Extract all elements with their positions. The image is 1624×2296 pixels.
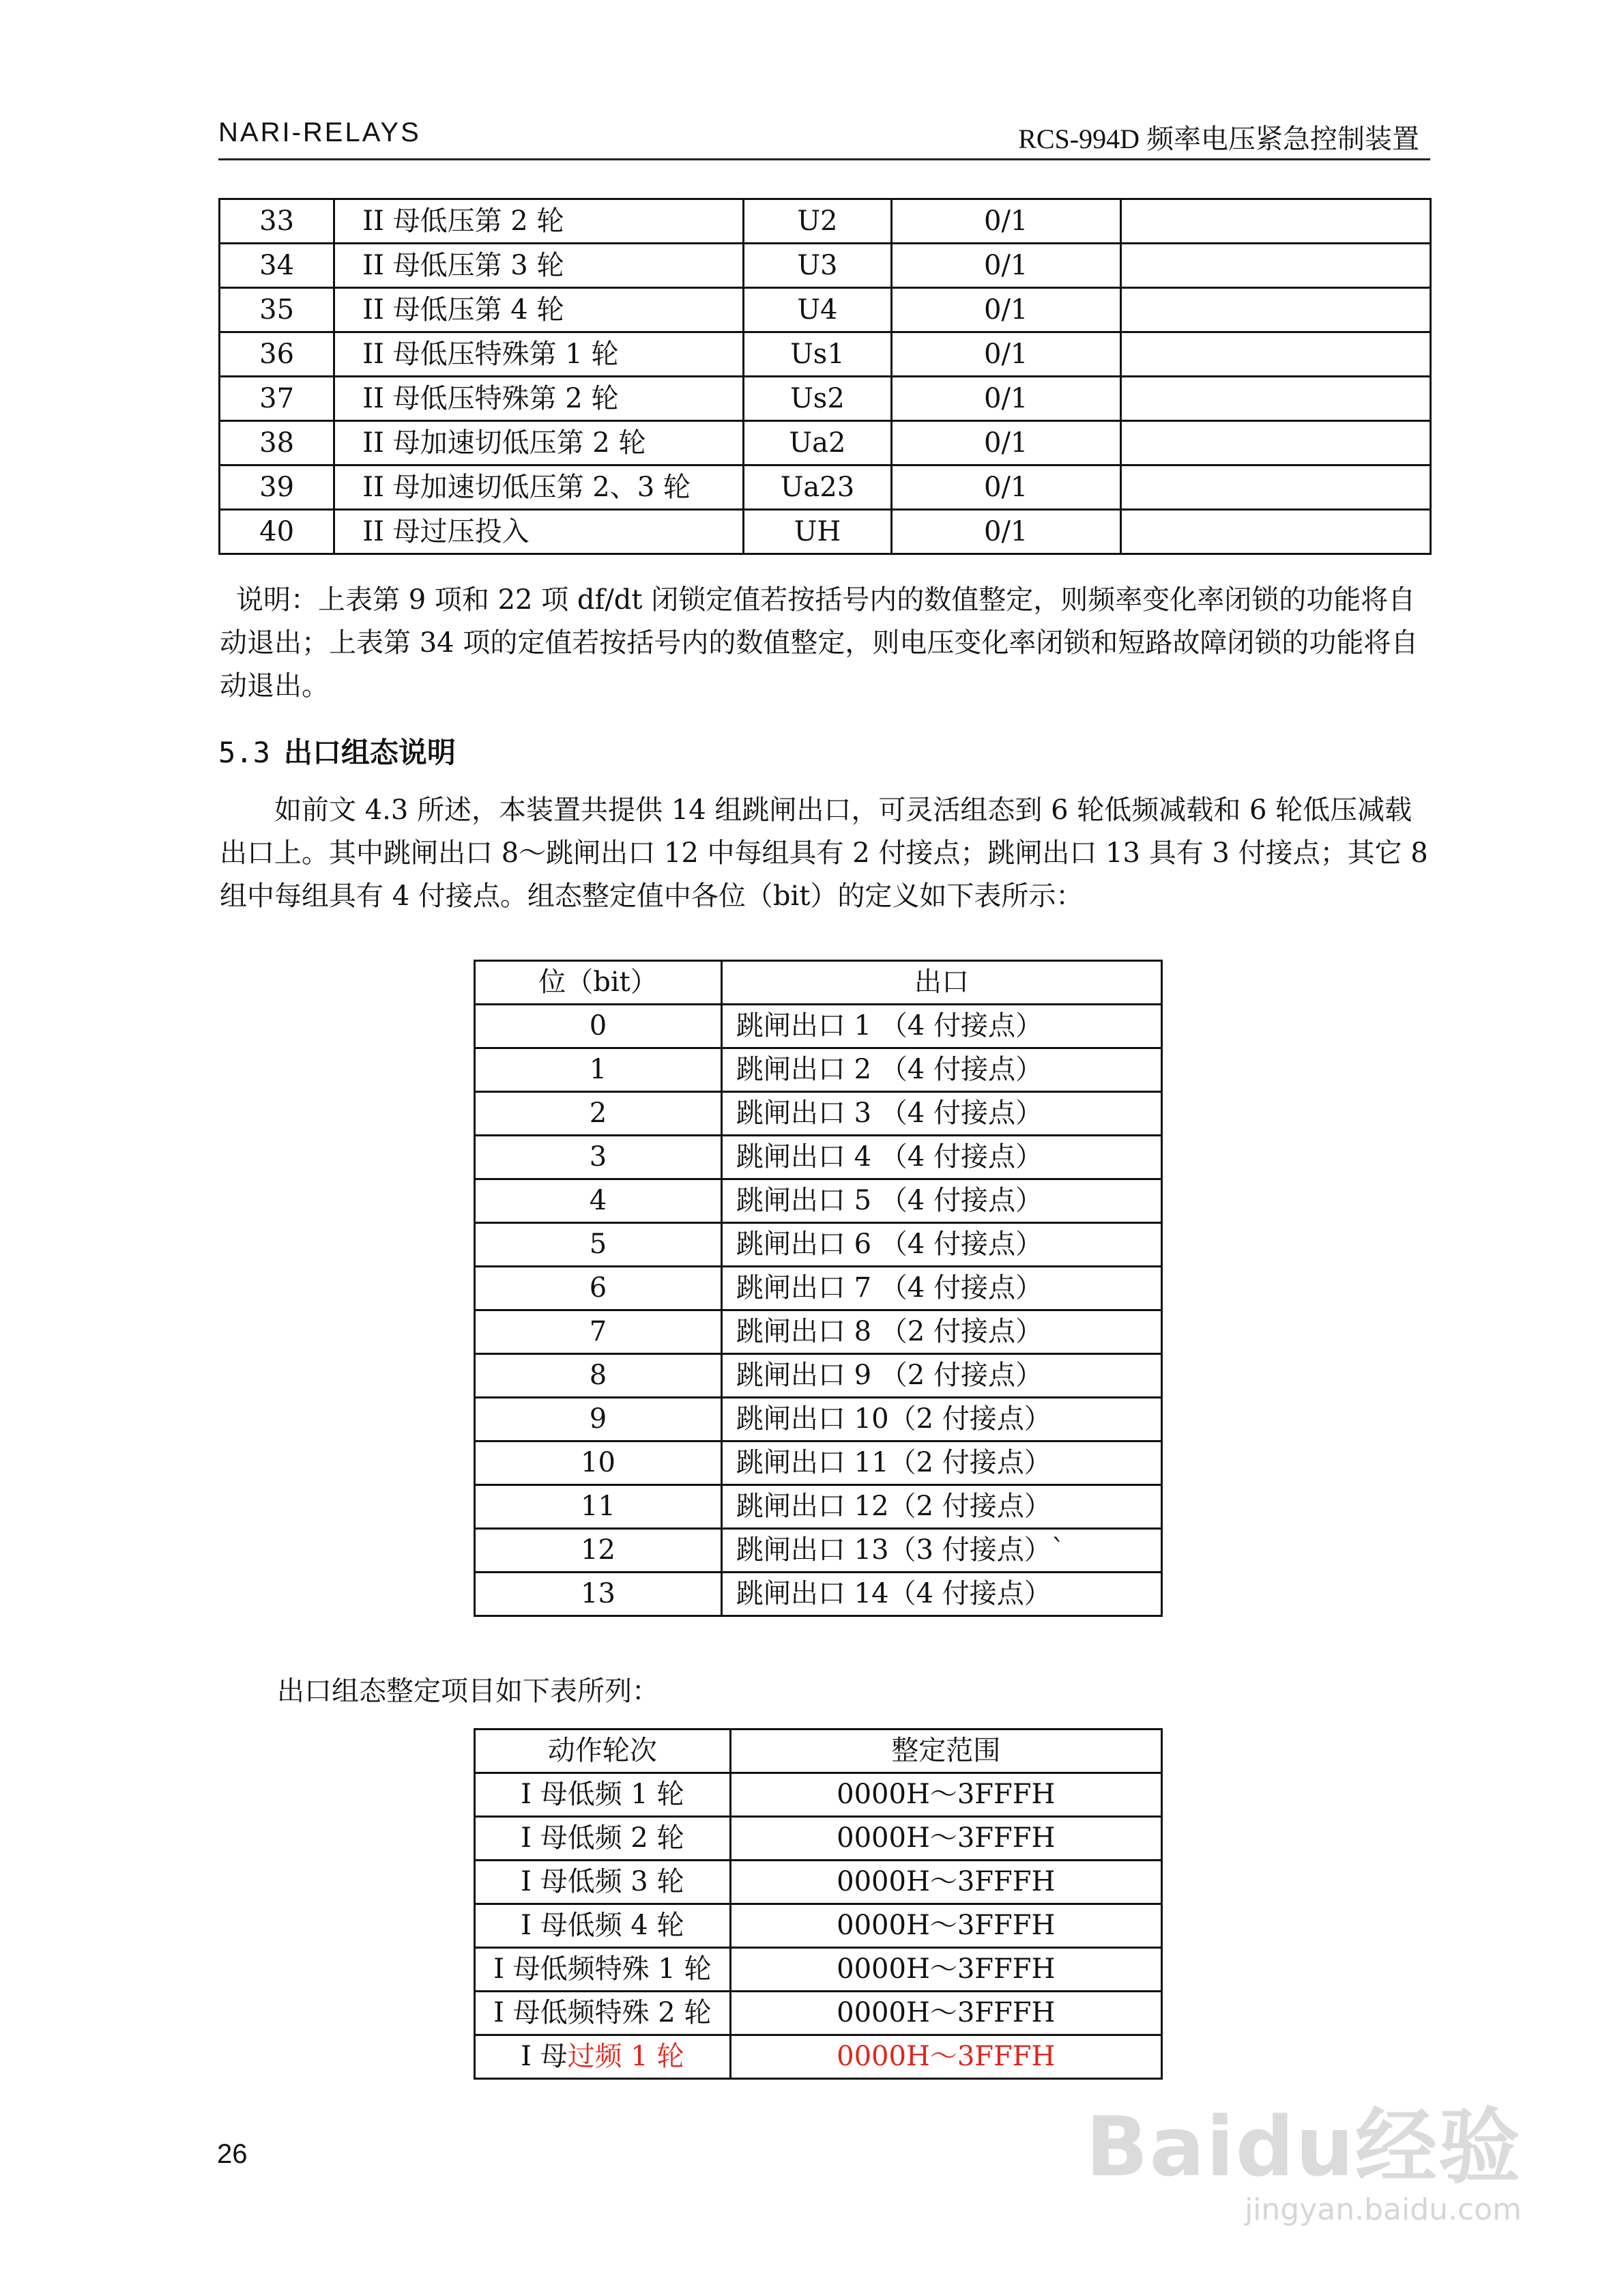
watermark-logo: Baidu经验 — [1086, 2100, 1522, 2195]
page-number: 26 — [217, 2139, 248, 2169]
table-cell: 跳闸出口 10（2 付接点） — [721, 1398, 1161, 1441]
table-cell: I 母低频 1 轮 — [475, 1773, 731, 1817]
table-cell: 跳闸出口 4 （4 付接点） — [721, 1136, 1161, 1179]
settings-table-continued — [218, 198, 1432, 555]
watermark — [1086, 2082, 1522, 2227]
table-cell: 36 — [220, 332, 334, 377]
table-cell: 跳闸出口 6 （4 付接点） — [721, 1223, 1161, 1267]
table-cell: 跳闸出口 8 （2 付接点） — [721, 1310, 1161, 1354]
table-cell: 9 — [475, 1398, 722, 1441]
table-cell: 0000H～3FFFH — [730, 1861, 1161, 1904]
table-cell: 0/1 — [891, 510, 1120, 554]
table-cell — [1120, 510, 1430, 554]
table-cell: Us1 — [744, 332, 892, 377]
table-cell — [1120, 199, 1430, 244]
table-row — [220, 199, 1431, 244]
table-cell: Us2 — [744, 377, 892, 421]
table-cell: I 母低频 2 轮 — [475, 1817, 731, 1861]
table-cell: II 母过压投入 — [334, 510, 744, 554]
table-row — [475, 1223, 1162, 1267]
table-row — [475, 1310, 1162, 1354]
header-divider — [218, 158, 1430, 160]
table-cell: 跳闸出口 12（2 付接点） — [721, 1485, 1161, 1529]
table-row — [220, 510, 1431, 554]
table-cell: 0000H～3FFFH — [730, 1904, 1161, 1948]
table-row — [475, 1529, 1162, 1573]
table-cell: 跳闸出口 5 （4 付接点） — [721, 1179, 1161, 1223]
table-cell: 0/1 — [891, 288, 1120, 332]
bit-definition-table — [474, 960, 1163, 1617]
table-row — [475, 1136, 1162, 1179]
table-row — [475, 1441, 1162, 1485]
header-cell-output: 出口 — [721, 961, 1161, 1005]
table-row — [475, 1179, 1162, 1223]
table-row — [220, 244, 1431, 288]
table-cell: 0/1 — [891, 377, 1120, 421]
table-cell: 0/1 — [891, 421, 1120, 465]
table-row — [475, 1267, 1162, 1310]
table-cell: 0000H～3FFFH — [730, 1992, 1161, 2035]
table-cell: II 母低压特殊第 1 轮 — [334, 332, 744, 377]
table-cell: 13 — [475, 1573, 722, 1616]
table-cell: 0 — [475, 1005, 722, 1048]
table-row — [475, 1861, 1162, 1904]
table-row — [220, 332, 1431, 377]
table-cell: 1 — [475, 1048, 722, 1092]
table-cell: 0/1 — [891, 332, 1120, 377]
watermark-url: jingyan.baidu.com — [1244, 2192, 1522, 2227]
table-header-row — [475, 961, 1162, 1005]
table-cell: 跳闸出口 3 （4 付接点） — [721, 1092, 1161, 1136]
table-cell: 33 — [220, 199, 334, 244]
table-cell: 0000H～3FFFH — [730, 1773, 1161, 1817]
header-cell-bit: 位（bit） — [475, 961, 722, 1005]
highlighted-text: 过频 1 轮 — [567, 2041, 684, 2072]
row-prefix: I 母 — [521, 2041, 568, 2072]
table-cell — [475, 2035, 731, 2079]
table-cell: 0/1 — [891, 199, 1120, 244]
table-cell — [1120, 244, 1430, 288]
table-cell: I 母低频 4 轮 — [475, 1904, 731, 1948]
section-heading — [218, 730, 456, 771]
table-cell: 0000H～3FFFH — [730, 1817, 1161, 1861]
table-row — [475, 1773, 1162, 1817]
table-cell — [1120, 421, 1430, 465]
table-cell: 4 — [475, 1179, 722, 1223]
table-cell: I 母低频 3 轮 — [475, 1861, 731, 1904]
table-row — [475, 1817, 1162, 1861]
table-cell: 37 — [220, 377, 334, 421]
table-cell: U3 — [744, 244, 892, 288]
table-cell-range: 0000H～3FFFH — [730, 2035, 1161, 2079]
header-title: RCS-994D 频率电压紧急控制装置 — [1018, 124, 1419, 154]
table-row — [475, 1485, 1162, 1529]
section-number: 5.3 — [218, 736, 270, 769]
table-cell: 5 — [475, 1223, 722, 1267]
table-cell: 11 — [475, 1485, 722, 1529]
table-cell: 0/1 — [891, 465, 1120, 510]
table-cell: U4 — [744, 288, 892, 332]
table-cell — [1120, 465, 1430, 510]
table-cell: 0/1 — [891, 244, 1120, 288]
table-cell — [1120, 332, 1430, 377]
table-cell: 跳闸出口 9 （2 付接点） — [721, 1354, 1161, 1398]
table-cell: 10 — [475, 1441, 722, 1485]
output-config-table — [474, 1728, 1163, 2080]
table-cell: I 母低频特殊 2 轮 — [475, 1992, 731, 2035]
table-cell — [1120, 377, 1430, 421]
table-row — [475, 1573, 1162, 1616]
table-note: 说明：上表第 9 项和 22 项 df/dt 闭锁定值若按括号内的数值整定，则频率变化率闭锁的功能将自动退出；上表第 34 项的定值若按括号内的数值整定，则电压变化率闭锁和短路故障闭锁的功能将自动退出。 — [220, 584, 1419, 702]
header-brand: NARI-RELAYS — [218, 117, 421, 147]
table-cell: II 母低压第 2 轮 — [334, 199, 744, 244]
table-row — [220, 377, 1431, 421]
table-cell — [1120, 288, 1430, 332]
table-cell: II 母低压第 3 轮 — [334, 244, 744, 288]
table-cell: 34 — [220, 244, 334, 288]
table-cell: U2 — [744, 199, 892, 244]
table-cell: 39 — [220, 465, 334, 510]
table-cell: 35 — [220, 288, 334, 332]
table-cell: 12 — [475, 1529, 722, 1573]
header-cell-range: 整定范围 — [730, 1730, 1161, 1773]
header-cell-round: 动作轮次 — [475, 1730, 731, 1773]
table-cell: 跳闸出口 14（4 付接点） — [721, 1573, 1161, 1616]
table-cell: II 母低压特殊第 2 轮 — [334, 377, 744, 421]
table-cell: 跳闸出口 1 （4 付接点） — [721, 1005, 1161, 1048]
table3-intro: 出口组态整定项目如下表所列： — [277, 1676, 659, 1707]
table-cell: Ua2 — [744, 421, 892, 465]
table-row — [220, 421, 1431, 465]
table-row — [220, 288, 1431, 332]
table-cell: II 母低压第 4 轮 — [334, 288, 744, 332]
table-cell: 跳闸出口 2 （4 付接点） — [721, 1048, 1161, 1092]
table-cell: 2 — [475, 1092, 722, 1136]
table-cell: UH — [744, 510, 892, 554]
section-paragraph: 如前文 4.3 所述，本装置共提供 14 组跳闸出口，可灵活组态到 6 轮低频减载和 6 轮低压减载出口上。其中跳闸出口 8～跳闸出口 12 中每组具有 2 付接点；跳闸出口 13 具有 3 付接点；其它 8 组中每组具有 4 付接点。组态整定值中各位（bit）的定义如下表所示： — [220, 794, 1428, 912]
table-cell: Ua23 — [744, 465, 892, 510]
table-row — [475, 1904, 1162, 1948]
table-header-row — [475, 1730, 1162, 1773]
table-cell: 3 — [475, 1136, 722, 1179]
table-cell: 6 — [475, 1267, 722, 1310]
table-row — [475, 1398, 1162, 1441]
table-row — [475, 1092, 1162, 1136]
table-cell: 跳闸出口 7 （4 付接点） — [721, 1267, 1161, 1310]
table-cell: 跳闸出口 13（3 付接点）` — [721, 1529, 1161, 1573]
table-row — [475, 1005, 1162, 1048]
table-row — [475, 1354, 1162, 1398]
table-row — [475, 1948, 1162, 1992]
table-cell: II 母加速切低压第 2 轮 — [334, 421, 744, 465]
section-title: 出口组态说明 — [283, 736, 456, 769]
table-cell: 0000H～3FFFH — [730, 1948, 1161, 1992]
table-cell: II 母加速切低压第 2、3 轮 — [334, 465, 744, 510]
table-row — [475, 1992, 1162, 2035]
table-cell: 8 — [475, 1354, 722, 1398]
table-row — [220, 465, 1431, 510]
table-cell: 38 — [220, 421, 334, 465]
table-cell: 跳闸出口 11（2 付接点） — [721, 1441, 1161, 1485]
table-cell: I 母低频特殊 1 轮 — [475, 1948, 731, 1992]
table-row — [475, 2035, 1162, 2079]
table-cell: 7 — [475, 1310, 722, 1354]
table-row — [475, 1048, 1162, 1092]
table-cell: 40 — [220, 510, 334, 554]
